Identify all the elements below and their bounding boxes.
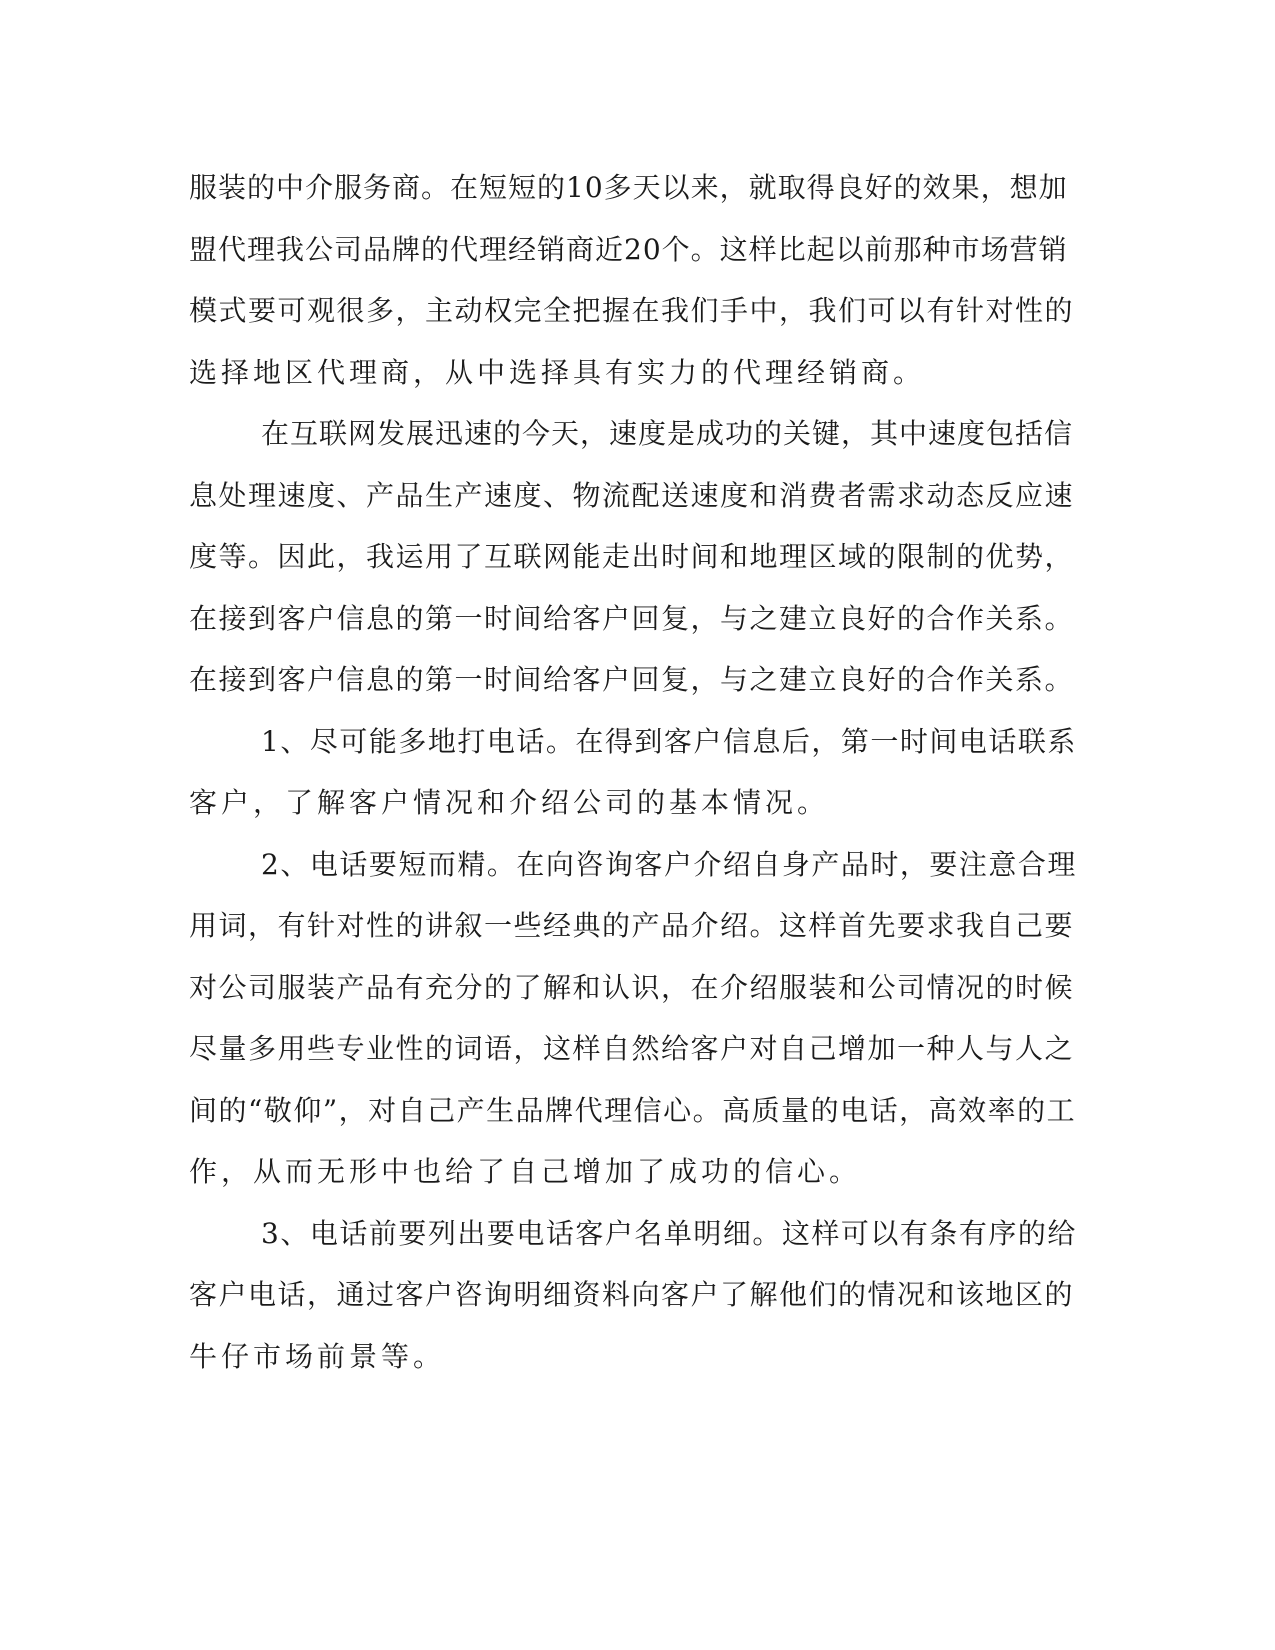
text-line: 在接到客户信息的第一时间给客户回复，与之建立良好的合作关系。 bbox=[189, 601, 1075, 635]
text-line: 在互联网发展迅速的今天，速度是成功的关键，其中速度包括信 bbox=[261, 417, 1074, 450]
text-line: 对公司服装产品有充分的了解和认识，在介绍服装和公司情况的时候 bbox=[189, 970, 1075, 1004]
text-line: 用词，有针对性的讲叙一些经典的产品介绍。这样首先要求我自己要 bbox=[189, 909, 1075, 942]
text-line: 选择地区代理商，从中选择具有实力的代理经销商。 bbox=[189, 355, 926, 389]
text-line: 3、电话前要列出要电话客户名单明细。这样可以有条有序的给 bbox=[261, 1216, 1077, 1250]
text-line: 在接到客户信息的第一时间给客户回复，与之建立良好的合作关系。 bbox=[189, 663, 1075, 696]
text-line: 度等。因此，我运用了互联网能走出时间和地理区域的限制的优势， bbox=[189, 540, 1075, 573]
text-line: 牛仔市场前景等。 bbox=[189, 1339, 446, 1373]
text-line: 模式要可观很多，主动权完全把握在我们手中，我们可以有针对性的 bbox=[189, 294, 1075, 327]
text-line: 服装的中介服务商。在短短的10多天以来，就取得良好的效果，想加 bbox=[189, 171, 1068, 204]
text-line: 间的“敬仰”，对自己产生品牌代理信心。高质量的电话，高效率的工 bbox=[189, 1093, 1077, 1127]
text-line: 客户，了解客户情况和介绍公司的基本情况。 bbox=[189, 786, 830, 819]
text-line: 作，从而无形中也给了自己增加了成功的信心。 bbox=[189, 1155, 862, 1188]
text-line: 尽量多用些专业性的词语，这样自然给客户对自己增加一种人与人之 bbox=[189, 1032, 1075, 1065]
text-line: 1、尽可能多地打电话。在得到客户信息后，第一时间电话联系 bbox=[261, 724, 1077, 758]
text-line: 客户电话，通过客户咨询明细资料向客户了解他们的情况和该地区的 bbox=[189, 1278, 1075, 1311]
body-text bbox=[189, 157, 1079, 1387]
text-line: 2、电话要短而精。在向咨询客户介绍自身产品时，要注意合理 bbox=[261, 847, 1077, 881]
text-line: 息处理速度、产品生产速度、物流配送速度和消费者需求动态反应速 bbox=[189, 478, 1075, 512]
text-line: 盟代理我公司品牌的代理经销商近20个。这样比起以前那种市场营销 bbox=[189, 232, 1068, 266]
